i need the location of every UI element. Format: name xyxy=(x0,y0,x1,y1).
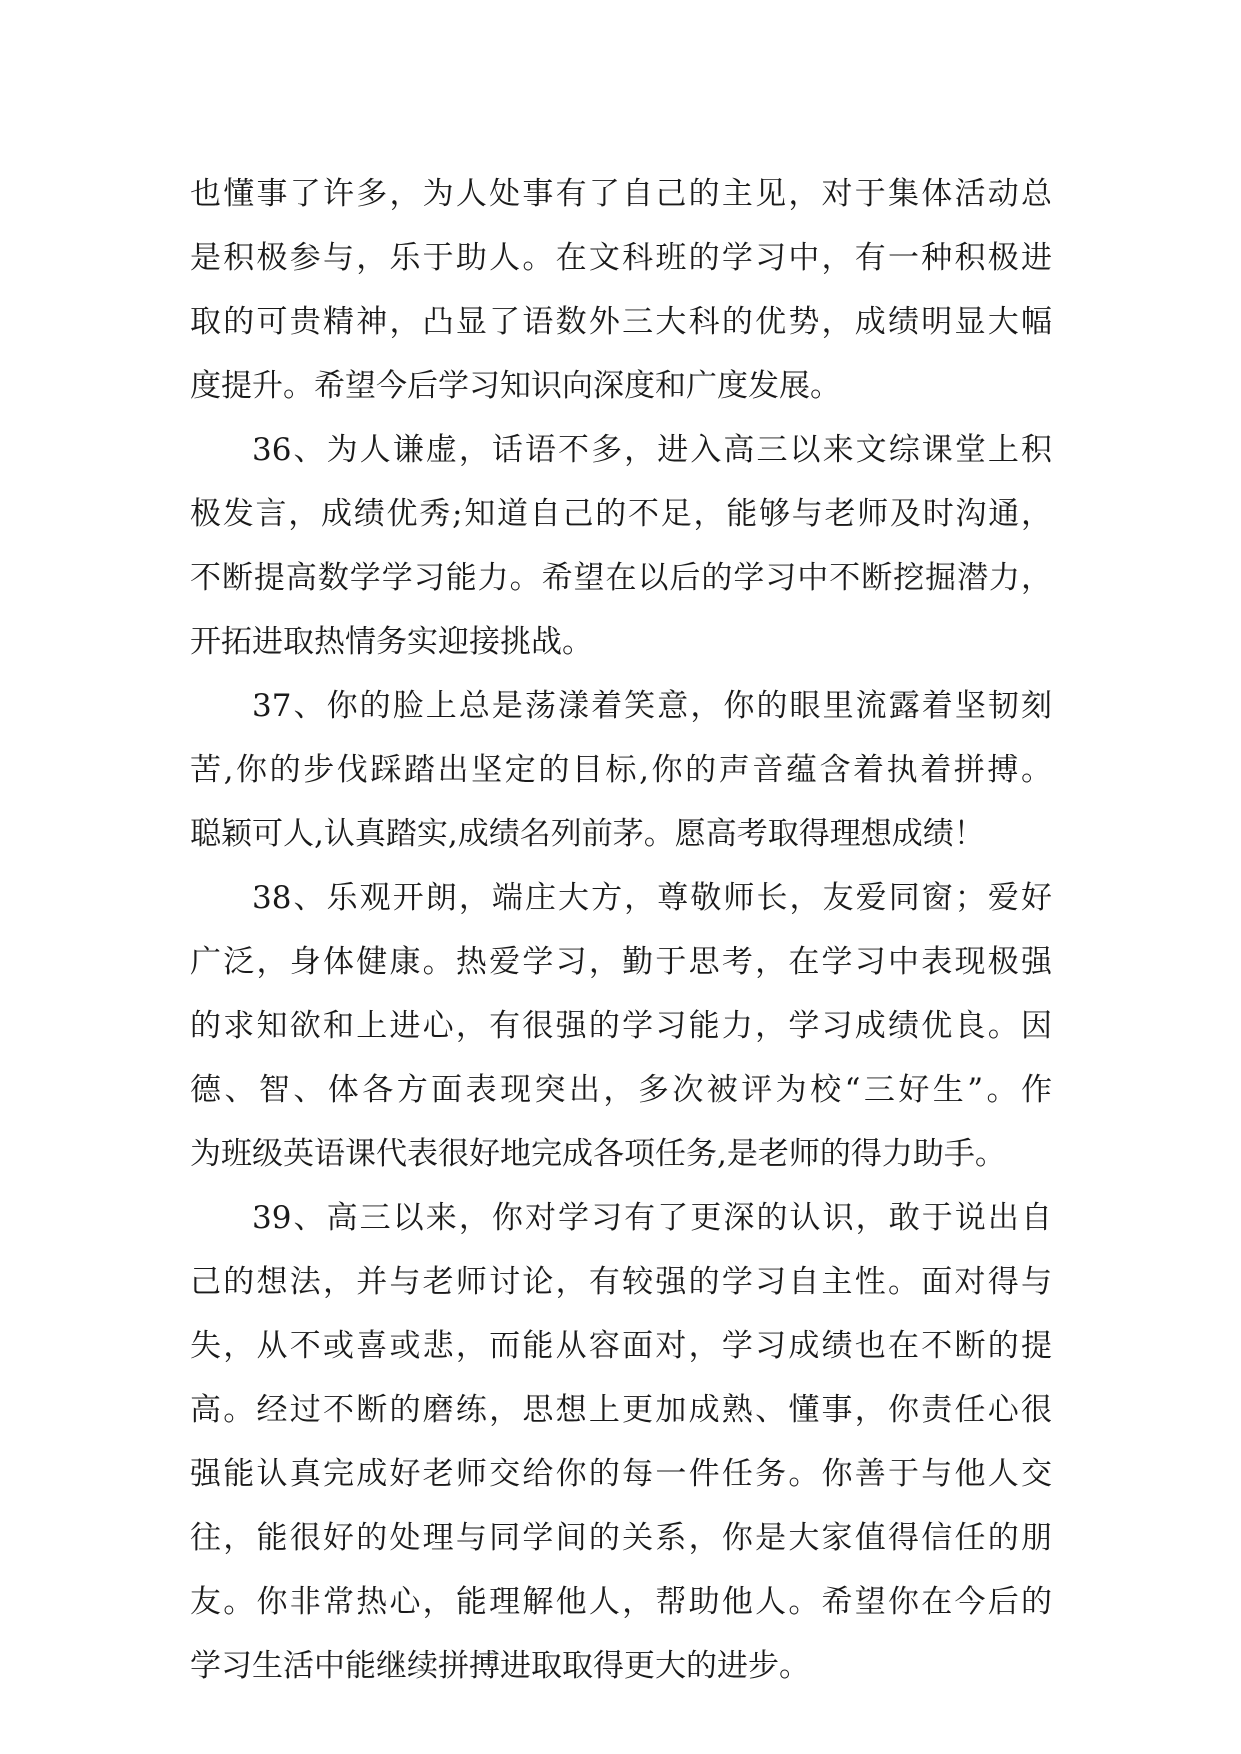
paragraph-line: 不断提高数学学习能力。希望在以后的学习中不断挖掘潜力， xyxy=(190,560,1052,596)
paragraph-line: 也懂事了许多，为人处事有了自己的主见，对于集体活动总 xyxy=(190,176,1052,212)
paragraph-line: 己的想法，并与老师讨论，有较强的学习自主性。面对得与 xyxy=(190,1264,1052,1300)
paragraph-line: 为班级英语课代表很好地完成各项任务,是老师的得力助手。 xyxy=(190,1136,1006,1172)
paragraph-line: 是积极参与，乐于助人。在文科班的学习中，有一种积极进 xyxy=(190,240,1052,276)
paragraph-line: 极发言，成绩优秀;知道自己的不足，能够与老师及时沟通， xyxy=(190,496,1052,532)
paragraph-line: 聪颖可人,认真踏实,成绩名列前茅。愿高考取得理想成绩！ xyxy=(190,816,985,852)
paragraph-line: 苦,你的步伐踩踏出坚定的目标,你的声音蕴含着执着拼搏。 xyxy=(190,752,1052,788)
paragraph-first-line: 39、高三以来，你对学习有了更深的认识，敢于说出自 xyxy=(252,1200,1052,1236)
paragraph-first-line: 38、乐观开朗，端庄大方，尊敬师长，友爱同窗；爱好 xyxy=(252,880,1052,916)
paragraph-line: 失，从不或喜或悲，而能从容面对，学习成绩也在不断的提 xyxy=(190,1328,1052,1364)
paragraph-line: 德、智、体各方面表现突出，多次被评为校“三好生”。作 xyxy=(190,1072,1052,1108)
paragraph-line: 的求知欲和上进心，有很强的学习能力，学习成绩优良。因 xyxy=(190,1008,1052,1044)
paragraph-line: 广泛，身体健康。热爱学习，勤于思考，在学习中表现极强 xyxy=(190,944,1052,980)
paragraph-line: 往，能很好的处理与同学间的关系，你是大家值得信任的朋 xyxy=(190,1520,1052,1556)
paragraph-line: 学习生活中能继续拼搏进取取得更大的进步。 xyxy=(190,1648,810,1684)
document-page xyxy=(190,162,1052,1698)
document-body xyxy=(190,162,1052,1698)
paragraph-first-line: 37、你的脸上总是荡漾着笑意，你的眼里流露着坚韧刻 xyxy=(252,688,1052,724)
paragraph-line: 度提升。希望今后学习知识向深度和广度发展。 xyxy=(190,368,841,404)
paragraph-line: 取的可贵精神，凸显了语数外三大科的优势，成绩明显大幅 xyxy=(190,304,1052,340)
paragraph-first-line: 36、为人谦虚，话语不多，进入高三以来文综课堂上积 xyxy=(252,432,1052,468)
paragraph-line: 强能认真完成好老师交给你的每一件任务。你善于与他人交 xyxy=(190,1456,1052,1492)
paragraph-line: 高。经过不断的磨练，思想上更加成熟、懂事，你责任心很 xyxy=(190,1392,1052,1428)
paragraph-line: 友。你非常热心，能理解他人，帮助他人。希望你在今后的 xyxy=(190,1584,1052,1620)
paragraph-line: 开拓进取热情务实迎接挑战。 xyxy=(190,624,593,660)
